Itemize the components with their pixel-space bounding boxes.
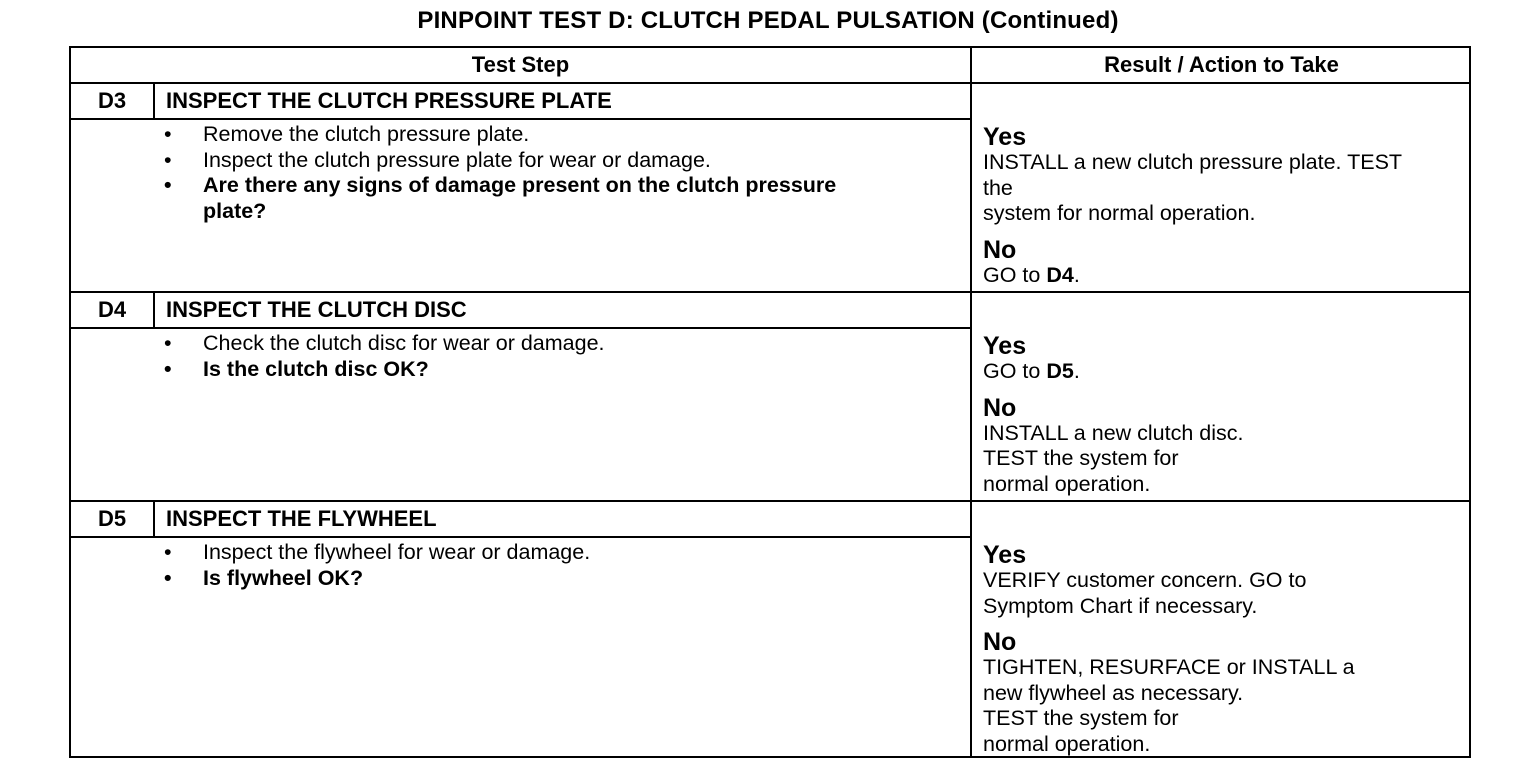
bullet-icon: • <box>164 331 172 355</box>
step-title: INSPECT THE CLUTCH PRESSURE PLATE <box>166 88 612 113</box>
page-title: PINPOINT TEST D: CLUTCH PEDAL PULSATION (Continued) <box>417 7 1119 34</box>
list-item <box>164 122 954 148</box>
yes-action-suffix: . <box>1073 359 1080 383</box>
step-reference: D4 <box>1046 262 1074 287</box>
header-test-step: Test Step <box>471 52 570 77</box>
step-reference: D5 <box>1046 359 1074 383</box>
step-id: D3 <box>71 84 155 118</box>
no-action-prefix: GO to <box>983 262 1047 287</box>
no-action-suffix: . <box>1073 262 1080 287</box>
step-header <box>71 84 970 120</box>
list-item <box>164 331 954 357</box>
table-header-row <box>71 48 1469 84</box>
yes-label: Yes <box>983 123 1027 151</box>
yes-action <box>983 359 1463 385</box>
list-item <box>164 357 954 383</box>
step-header <box>71 293 970 329</box>
step-header <box>71 502 970 538</box>
bullet-icon: • <box>164 147 172 172</box>
bullet-icon: • <box>164 356 172 381</box>
yes-label: Yes <box>983 541 1027 569</box>
list-item <box>164 173 893 224</box>
step-instructions <box>164 540 954 591</box>
step-d4 <box>71 293 1469 502</box>
step-d5 <box>71 502 1469 756</box>
step-id: D5 <box>71 502 155 536</box>
step-d3 <box>71 84 1469 293</box>
yes-action-prefix: GO to <box>983 359 1047 383</box>
yes-action: VERIFY customer concern. GO to Symptom Chart if necessary. <box>983 568 1307 618</box>
yes-label: Yes <box>983 332 1027 360</box>
bullet-icon: • <box>164 565 172 590</box>
list-item <box>164 566 954 592</box>
no-label: No <box>983 393 1017 422</box>
step-instructions <box>164 331 954 382</box>
pinpoint-test-table <box>69 46 1471 758</box>
result-cell <box>983 124 1463 288</box>
bullet-text: Remove the clutch pressure plate. <box>203 122 530 146</box>
list-item <box>164 148 954 174</box>
bullet-text: Check the clutch disc for wear or damage. <box>203 331 605 355</box>
no-action: TIGHTEN, RESURFACE or INSTALL a new flywheel as necessary. TEST the system for normal operation. <box>983 655 1355 756</box>
bullet-icon: • <box>164 173 172 197</box>
bullet-text: Are there any signs of damage present on the clutch pressure plate? <box>203 173 837 223</box>
bullet-icon: • <box>164 540 172 564</box>
step-id: D4 <box>71 293 155 327</box>
step-instructions <box>164 122 954 224</box>
header-result-action: Result / Action to Take <box>1104 52 1339 77</box>
result-cell <box>983 333 1463 497</box>
bullet-text: Inspect the flywheel for wear or damage. <box>203 540 591 564</box>
step-title: INSPECT THE CLUTCH DISC <box>166 297 467 322</box>
no-action <box>983 263 1463 289</box>
no-label: No <box>983 628 1017 656</box>
step-title: INSPECT THE FLYWHEEL <box>166 506 437 531</box>
list-item <box>164 540 954 566</box>
no-label: No <box>983 235 1017 264</box>
bullet-icon: • <box>164 122 172 146</box>
no-action: INSTALL a new clutch disc. TEST the system for normal operation. <box>983 420 1244 496</box>
bullet-text: Inspect the clutch pressure plate for wear or damage. <box>203 147 711 172</box>
bullet-text: Is the clutch disc OK? <box>203 356 429 381</box>
result-cell <box>983 542 1463 757</box>
yes-action: INSTALL a new clutch pressure plate. TEST the system for normal operation. <box>983 150 1402 225</box>
bullet-text: Is flywheel OK? <box>203 565 364 590</box>
